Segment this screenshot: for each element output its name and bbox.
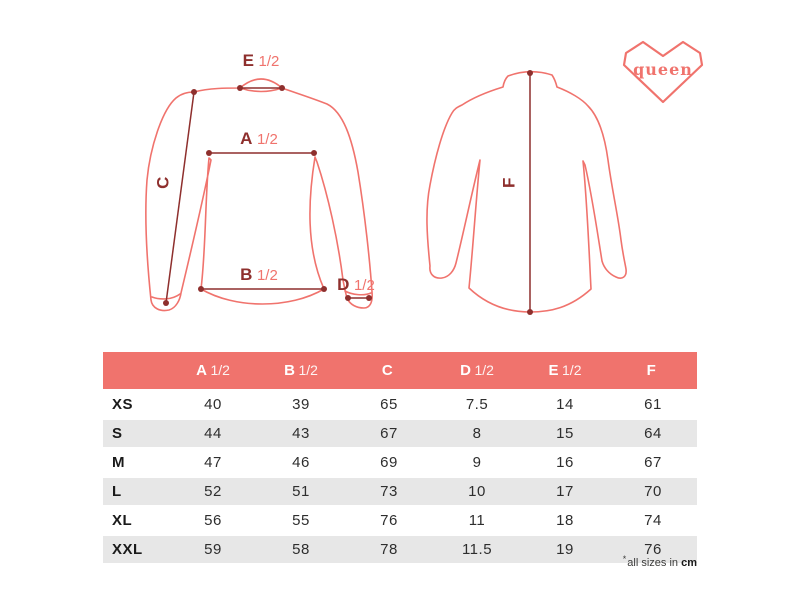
header-A-fraction: 1/2 xyxy=(210,362,230,378)
label-D-half xyxy=(330,276,382,293)
label-B-letter: B xyxy=(240,265,253,284)
row-l-size: L xyxy=(112,483,122,500)
row-m-D: 9 xyxy=(472,454,482,471)
size-table xyxy=(103,352,697,565)
table-row-xxl xyxy=(103,536,697,563)
row-s-D: 8 xyxy=(472,425,482,442)
queen-logo-text: queen xyxy=(633,60,693,79)
header-col-A xyxy=(169,362,257,379)
header-col-B xyxy=(257,362,345,379)
table-row-m xyxy=(103,449,697,476)
label-A-half xyxy=(229,130,289,147)
row-xs-A: 40 xyxy=(204,396,222,413)
row-l-A: 52 xyxy=(204,483,222,500)
row-m-C: 69 xyxy=(380,454,398,471)
row-xl-D: 11 xyxy=(468,512,486,529)
row-xs-C: 65 xyxy=(380,396,398,413)
row-xxl-B: 58 xyxy=(292,541,310,558)
footnote-unit: cm xyxy=(681,557,697,569)
row-xl-F: 74 xyxy=(644,512,662,529)
label-A-letter: A xyxy=(240,129,253,148)
row-xs-D: 7.5 xyxy=(465,396,489,413)
row-l-E: 17 xyxy=(556,483,574,500)
row-l-C: 73 xyxy=(380,483,398,500)
row-xl-C: 76 xyxy=(380,512,398,529)
row-xxl-C: 78 xyxy=(380,541,398,558)
label-F-letter: F xyxy=(499,177,519,188)
header-B-letter: B xyxy=(284,362,296,379)
row-xxl-size: XXL xyxy=(112,541,143,558)
row-l-D: 10 xyxy=(468,483,486,500)
label-A-fraction: 1/2 xyxy=(256,131,278,148)
header-A-letter: A xyxy=(196,362,208,379)
row-xl-size: XL xyxy=(112,512,133,529)
table-row-xs xyxy=(103,391,697,418)
header-B-fraction: 1/2 xyxy=(298,362,318,378)
row-s-B: 43 xyxy=(292,425,310,442)
label-C-letter: C xyxy=(153,176,173,189)
row-xl-A: 56 xyxy=(204,512,222,529)
label-D-fraction: 1/2 xyxy=(353,277,375,294)
row-xxl-E: 19 xyxy=(556,541,574,558)
row-xxl-F: 76 xyxy=(644,541,662,558)
row-l-B: 51 xyxy=(292,483,310,500)
header-E-letter: E xyxy=(548,362,560,379)
row-s-size: S xyxy=(112,425,123,442)
label-B-half xyxy=(229,266,289,283)
row-xl-B: 55 xyxy=(292,512,310,529)
row-s-A: 44 xyxy=(204,425,222,442)
label-B-fraction: 1/2 xyxy=(256,267,278,284)
header-col-F xyxy=(609,362,697,379)
header-D-letter: D xyxy=(460,362,472,379)
row-m-B: 46 xyxy=(292,454,310,471)
footnote-units xyxy=(623,555,697,569)
row-xxl-D: 11.5 xyxy=(461,541,493,558)
row-xs-F: 61 xyxy=(644,396,662,413)
label-E-letter: E xyxy=(242,51,255,70)
label-C xyxy=(155,168,172,198)
row-s-F: 64 xyxy=(644,425,662,442)
row-xl-E: 18 xyxy=(556,512,574,529)
header-F-letter: F xyxy=(646,362,657,379)
header-col-E xyxy=(521,362,609,379)
label-F xyxy=(501,168,518,198)
row-xs-size: XS xyxy=(112,396,134,413)
row-l-F: 70 xyxy=(644,483,662,500)
header-col-D xyxy=(433,362,521,379)
header-col-C xyxy=(345,362,433,379)
table-row-l xyxy=(103,478,697,505)
header-D-fraction: 1/2 xyxy=(474,362,494,378)
row-m-size: M xyxy=(112,454,125,471)
row-m-E: 16 xyxy=(556,454,574,471)
footnote-asterisk: * xyxy=(622,554,627,564)
label-E-half xyxy=(233,52,289,69)
row-m-A: 47 xyxy=(204,454,222,471)
row-m-F: 67 xyxy=(644,454,662,471)
jacket-back-outline xyxy=(427,72,626,312)
measure-line-C xyxy=(166,92,194,303)
footnote-text: all sizes in xyxy=(627,557,679,569)
row-xs-B: 39 xyxy=(292,396,310,413)
table-row-xl xyxy=(103,507,697,534)
row-xxl-A: 59 xyxy=(204,541,222,558)
size-table-header xyxy=(103,352,697,389)
header-C-letter: C xyxy=(381,362,394,379)
row-s-E: 15 xyxy=(556,425,574,442)
label-E-fraction: 1/2 xyxy=(258,53,280,70)
table-row-s xyxy=(103,420,697,447)
label-D-letter: D xyxy=(337,275,350,294)
header-E-fraction: 1/2 xyxy=(562,362,582,378)
row-s-C: 67 xyxy=(380,425,398,442)
row-xs-E: 14 xyxy=(556,396,574,413)
